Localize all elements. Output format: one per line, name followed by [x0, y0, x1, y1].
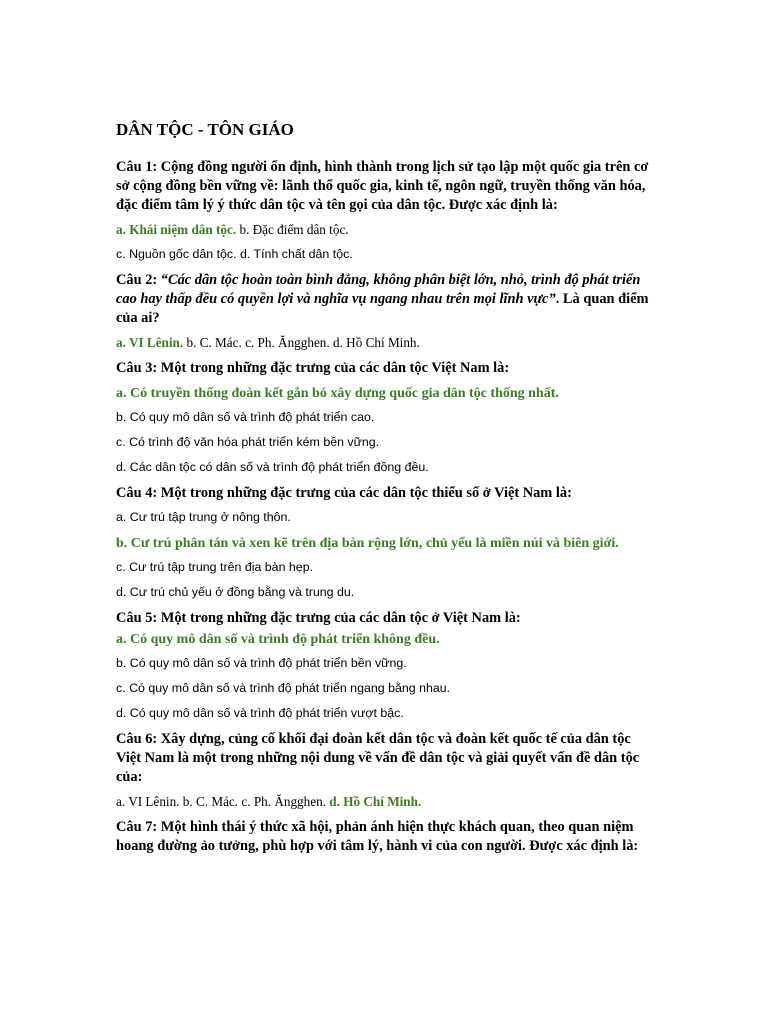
question-5-option-b: b. Có quy mô dân số và trình độ phát triển bền vững.	[116, 656, 407, 670]
question-4-option-c: c. Cư trú tập trung trên địa bàn hẹp.	[116, 560, 314, 574]
question-6-options	[116, 793, 654, 810]
document-content	[116, 120, 654, 862]
question-7: Câu 7: Một hình thái ý thức xã hội, phản ánh hiện thực khách quan, theo quan niệm hoang đường ảo tưởng, phù hợp với tâm lý, hành vi của con người. Được xác định là:	[116, 819, 639, 854]
question-6: Câu 6: Xây dựng, củng cố khối đại đoàn kết dân tộc và đoàn kết quốc tế của dân tộc Việt Nam là một trong những nội dung về vấn đề dân tộc và giải quyết vấn đề dân tộc của:	[116, 731, 640, 785]
question-6-answer-d: d. Hồ Chí Minh.	[329, 794, 422, 809]
question-2-answer-a: a. VI Lênin.	[116, 335, 184, 350]
question-3-option-c: c. Có trình độ văn hóa phát triển kém bền vững.	[116, 435, 380, 449]
question-2-other-options: b. C. Mác. c. Ph. Ăngghen. d. Hồ Chí Minh.	[183, 335, 420, 350]
question-2-options	[116, 334, 654, 351]
question-3-option-d: d. Các dân tộc có dân số và trình độ phát triển đồng đều.	[116, 460, 429, 474]
question-2-suffix: . Là quan điểm của ai?	[116, 291, 649, 326]
document-title: DÂN TỘC - TÔN GIÁO	[116, 120, 294, 139]
question-1-options-cd: c. Nguồn gốc dân tộc. d. Tính chất dân tộc.	[116, 247, 353, 261]
question-2-quote: “Các dân tộc hoàn toàn bình đẳng, không phân biệt lớn, nhỏ, trình độ phát triển cao hay thấp đều có quyền lợi và nghĩa vụ ngang nhau trên mọi lĩnh vực”	[116, 272, 641, 307]
question-5: Câu 5: Một trong những đặc trưng của các dân tộc ở Việt Nam là:	[116, 610, 521, 626]
question-4-answer-b: b. Cư trú phân tán và xen kẽ trên địa bàn rộng lớn, chủ yếu là miền núi và biên giới.	[116, 536, 619, 551]
question-5-option-d: d. Có quy mô dân số và trình độ phát triển vượt bậc.	[116, 706, 404, 720]
question-1-option-b: b. Đặc điểm dân tộc.	[236, 222, 349, 237]
question-3: Câu 3: Một trong những đặc trưng của các dân tộc Việt Nam là:	[116, 360, 510, 376]
question-4-option-d: d. Cư trú chủ yếu ở đồng bằng và trung du.	[116, 585, 355, 599]
question-1-answer-a: a. Khái niệm dân tộc.	[116, 222, 237, 237]
question-3-option-b: b. Có quy mô dân số và trình độ phát triển cao.	[116, 410, 375, 424]
question-5-option-c: c. Có quy mô dân số và trình độ phát triển ngang bằng nhau.	[116, 681, 451, 695]
question-1-options-ab	[116, 221, 654, 238]
question-5-answer-a: a. Có quy mô dân số và trình độ phát triển không đều.	[116, 632, 440, 647]
question-4-option-a: a. Cư trú tập trung ở nông thôn.	[116, 510, 291, 524]
question-2	[116, 271, 654, 328]
question-1: Câu 1: Cộng đồng người ổn định, hình thành trong lịch sử tạo lập một quốc gia trên cơ sở cộng đồng bền vững về: lãnh thổ quốc gia, kinh tế, ngôn ngữ, truyền thống văn hóa, đặc điểm tâm lý ý thức dân tộc và tên gọi của dân tộc. Được xác định là:	[116, 159, 649, 213]
question-2-prefix: Câu 2:	[116, 272, 161, 288]
question-6-other-options: a. VI Lênin. b. C. Mác. c. Ph. Ăngghen.	[116, 794, 330, 809]
question-4: Câu 4: Một trong những đặc trưng của các dân tộc thiểu số ở Việt Nam là:	[116, 485, 572, 501]
question-3-answer-a: a. Có truyền thống đoàn kết gắn bó xây dựng quốc gia dân tộc thống nhất.	[116, 386, 559, 401]
